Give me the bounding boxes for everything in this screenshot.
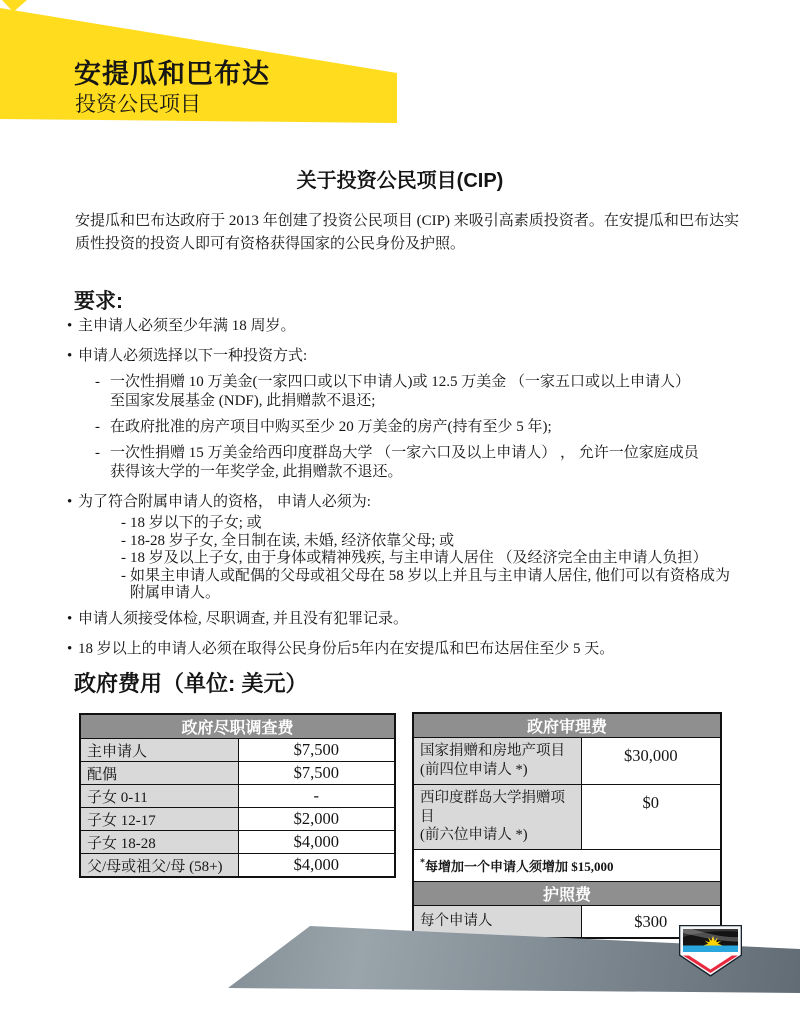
country-title: 安提瓜和巴布达 bbox=[74, 59, 270, 89]
table-row bbox=[80, 785, 395, 808]
requirement-line bbox=[60, 463, 752, 482]
requirement-text: 申请人须接受体检, 尽职调查, 并且没有犯罪记录。 bbox=[78, 610, 409, 627]
fee-label: 主申请人 bbox=[80, 739, 238, 762]
about-paragraph: 安提瓜和巴布达政府于 2013 年创建了投资公民项目 (CIP) 来吸引高素质投资者。在安提瓜和巴布达实质性投资的投资人即可有资格获得国家的公民身份及护照。 bbox=[75, 213, 739, 252]
requirement-text: 获得该大学的一年奖学金, 此捐赠款不退还。 bbox=[110, 464, 403, 480]
table-header-row bbox=[80, 714, 395, 739]
bullet-marker: • bbox=[67, 640, 73, 657]
requirement-text: 一次性捐赠 10 万美金(一家四口或以下申请人)或 12.5 万美金 （一家五口或以上申请人） bbox=[110, 374, 690, 390]
fee-value: $2,000 bbox=[238, 808, 395, 831]
fee-label bbox=[413, 784, 581, 850]
fee-label: 子女 18-28 bbox=[80, 831, 238, 854]
requirements-list bbox=[60, 317, 752, 659]
requirement-text: 18 岁以下的子女; 或 bbox=[130, 515, 262, 531]
fee-label: 父/母或祖父/母 (58+) bbox=[80, 854, 238, 878]
fee-value: $30,000 bbox=[581, 738, 721, 785]
requirement-text: 为了符合附属申请人的资格， 申请人必须为: bbox=[78, 494, 371, 510]
fee-label-line: (前六位申请人 *) bbox=[420, 827, 528, 844]
fee-label: 配偶 bbox=[80, 762, 238, 785]
requirement-line bbox=[60, 373, 752, 392]
requirement-text: 附属申请人。 bbox=[130, 585, 221, 601]
table-row bbox=[80, 808, 395, 831]
table-header-row bbox=[413, 713, 721, 738]
fee-value: $4,000 bbox=[238, 854, 395, 878]
fee-label bbox=[413, 738, 581, 785]
fee-value: - bbox=[238, 785, 395, 808]
requirement-line bbox=[60, 347, 752, 366]
fee-label: 子女 12-17 bbox=[80, 808, 238, 831]
fee-value: $7,500 bbox=[238, 739, 395, 762]
requirement-line bbox=[60, 640, 752, 659]
bullet-marker: • bbox=[67, 610, 73, 627]
requirement-text: 主申请人必须至少年满 18 周岁。 bbox=[78, 318, 296, 334]
requirement-line bbox=[60, 568, 752, 586]
fee-value: $0 bbox=[581, 784, 721, 850]
table-row bbox=[80, 854, 395, 878]
dash-marker: - bbox=[121, 532, 126, 549]
dash-marker: - bbox=[121, 515, 126, 531]
table-title: 政府审理费 bbox=[413, 713, 721, 738]
requirement-text: 18-28 岁子女, 全日制在读, 未婚, 经济依靠父母; 或 bbox=[130, 532, 455, 549]
fee-label-line: (前四位申请人 *) bbox=[420, 761, 528, 778]
requirement-line bbox=[60, 515, 752, 533]
fee-label-line: 国家捐赠和房地产项目 bbox=[420, 743, 565, 759]
table-row bbox=[413, 784, 721, 850]
requirement-line bbox=[60, 533, 752, 551]
processing-fee-table bbox=[412, 712, 722, 939]
fee-value: $4,000 bbox=[238, 831, 395, 854]
antigua-barbuda-flag-icon bbox=[678, 924, 743, 978]
fee-value: $300 bbox=[581, 906, 721, 939]
bullet-marker: • bbox=[67, 494, 73, 510]
table-header-row bbox=[413, 882, 721, 906]
bullet-marker: • bbox=[67, 348, 73, 364]
table-row bbox=[413, 738, 721, 785]
dash-marker: - bbox=[95, 445, 100, 461]
fees-heading: 政府费用（单位: 美元） bbox=[74, 671, 308, 696]
footnote-asterisk: * bbox=[420, 857, 425, 869]
dash-marker: - bbox=[121, 550, 126, 566]
dash-marker: - bbox=[95, 419, 100, 435]
fee-label: 子女 0-11 bbox=[80, 785, 238, 808]
requirement-line bbox=[60, 585, 752, 603]
requirement-text: 申请人必须选择以下一种投资方式: bbox=[78, 348, 308, 364]
fee-value: $7,500 bbox=[238, 762, 395, 785]
table-row bbox=[80, 831, 395, 854]
dash-marker: - bbox=[95, 374, 100, 390]
requirement-text: 一次性捐赠 15 万美金给西印度群岛大学 （一家六口及以上申请人） ， 允许一位家庭成员 bbox=[110, 445, 699, 461]
footnote-row bbox=[413, 850, 721, 882]
footnote-text: 每增加一个申请人须增加 $15,000 bbox=[425, 859, 614, 875]
due-diligence-fee-table bbox=[79, 713, 396, 878]
about-heading: 关于投资公民项目(CIP) bbox=[296, 170, 504, 192]
table-row bbox=[80, 739, 395, 762]
fee-label-line: 西印度群岛大学捐赠项目 bbox=[420, 789, 565, 825]
requirement-line bbox=[60, 610, 752, 629]
requirement-line bbox=[60, 392, 752, 411]
dash-marker: - bbox=[121, 567, 126, 584]
requirement-line bbox=[60, 493, 752, 512]
program-subtitle: 投资公民项目 bbox=[75, 93, 201, 116]
requirement-text: 18 岁以上的申请人必须在取得公民身份后5年内在安提瓜和巴布达居住至少 5 天。 bbox=[78, 640, 615, 657]
requirement-text: 如果主申请人或配偶的父母或祖父母在 58 岁以上并且与主申请人居住, 他们可以有资格成为 bbox=[130, 567, 731, 584]
requirements-heading: 要求: bbox=[74, 290, 123, 313]
table-title: 政府尽职调查费 bbox=[80, 714, 395, 739]
requirement-text: 18 岁及以上子女, 由于身体或精神残疾, 与主申请人居住 （及经济完全由主申请人负担） bbox=[130, 550, 708, 566]
requirement-line bbox=[60, 444, 752, 463]
fee-label: 每个申请人 bbox=[413, 906, 581, 939]
requirement-line bbox=[60, 550, 752, 568]
requirement-text: 至国家发展基金 (NDF), 此捐赠款不退还; bbox=[110, 393, 376, 409]
bullet-marker: • bbox=[67, 318, 73, 334]
requirement-line bbox=[60, 418, 752, 437]
requirement-line bbox=[60, 317, 752, 336]
footnote-cell bbox=[413, 850, 721, 882]
table-title: 护照费 bbox=[413, 882, 721, 906]
table-row bbox=[80, 762, 395, 785]
requirement-text: 在政府批准的房产项目中购买至少 20 万美金的房产(持有至少 5 年); bbox=[110, 419, 552, 435]
